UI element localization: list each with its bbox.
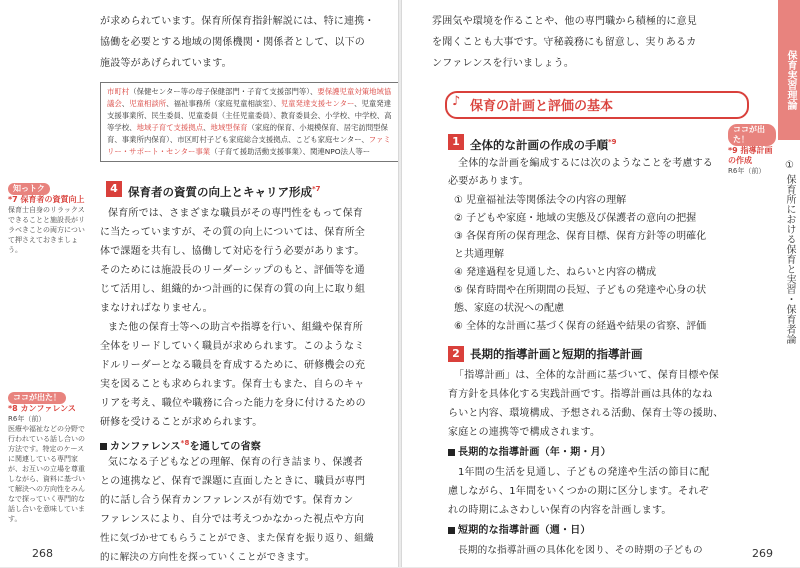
sub1-heading [448,443,611,463]
r-intro-line: を聞くことも大事です。守秘義務にも留意し、実りあるカ [432,37,697,48]
exam-title-right: *9 指導計画の作成 [728,146,773,165]
sub-heading-tail: を通しての省察 [189,441,261,453]
heading-number: 4 [106,181,122,197]
page-number-right: 269 [752,547,773,560]
plan-item: と共通理解 [454,249,504,260]
conf-line: 的に解決の方向性を探っていくことができます。 [100,552,315,563]
sub1-text: 長期的な指導計画（年・期・月） [458,447,611,458]
box-item: 地域子育て支援拠点 [136,123,204,132]
box-item: 市町村 [107,87,130,96]
heading-text: 保育者の資質の向上とキャリア形成 [128,184,312,199]
sub2-heading [448,521,591,541]
sub1-line: 1年間の生活を見通し、子どもの発達や生活の節目に配 [458,467,710,478]
chapter-tab-label: 保育実習理論 [785,50,796,110]
tip-text: 保育士自身のリラックスできることと施設長がリラベきことの両方について押さえておきましょう。 [8,206,85,254]
h1-sup: *9 [608,138,617,146]
margin-note-tip [8,183,86,255]
body-line: 体で課題を共有し、協働して対応を行う必要があります。 [100,246,365,257]
body-line: 全体をリードしていく職員が求められます。このようなミ [100,341,365,352]
box-item: （家庭的保育、小規模保育、居宅訪問型保育、事業所内保育）、市区町村子ども家庭総合支援拠点、こども家庭センター、 [107,123,388,144]
intro-line-2: 協働を必要とする地域の関係機関・関係者として、以下の [100,37,365,48]
exam-text: 医療や福祉などの分野で行われている話し合いの方法です。特定のケースに関連している専門家が、お互いの立場を尊重しながら、資料に基づいて解決への方向性をみんなで探っていく専門的な話し合いを意味しています。 [8,425,85,523]
h1-line: 全体的な計画を編成するには次のようなことを考慮する [458,158,713,169]
body-line: に当たっていますが、その質の向上については、保育所全 [100,227,365,238]
plan-item: ⑥ 全体的な計画に基づく保育の経過や結果の省察、評価 [454,321,707,332]
h1-line: 必要があります。 [448,176,529,187]
box-item: （子育て援助活動支援事業）、関連NPO法人等ー [210,147,371,156]
tip-title: *7 保育者の資質向上 [8,195,85,204]
h2-number: 2 [448,346,464,362]
plan-item: ⑤ 保育時間や在所期間の長短、子どもの発達や心身の状 [454,285,707,296]
music-note-icon: ♪ [452,94,461,109]
sub1-line: れの時期にふさわしい保育の内容を計画します。 [448,505,672,516]
conf-line: 気になる子どもなどの理解、保育の行き詰まり、保護者 [108,457,363,468]
heading-sup: *7 [312,185,321,193]
h2-line: らいと内容、環境構成、予想される活動、保育士等の援助、 [448,408,724,419]
intro-line-1: が求められています。保育所保育指針解説には、特に連携・ [100,16,375,27]
h2-title: 長期的指導計画と短期的指導計画 [470,347,643,361]
sub1-line: 慮しながら、1年間をいくつかの期に区分します。それぞ [448,486,709,497]
conf-line: 性に気づかせてもらうことができ、また保育を振り返り、組織 [100,533,374,544]
exam-year: R6年（前） [8,415,46,423]
plan-item: ② 子どもや家庭・地域の実態及び保護者の意向の把握 [454,213,697,224]
body-line: 研修を受けることが求められます。 [100,417,263,428]
body-line: まなければなりません。 [100,303,213,314]
exam-title: *8 カンファレンス [8,404,76,413]
body-line: そのためには施設長のリーダーシップのもと、評価等を通 [100,265,365,276]
body-line: 保育所では、さまざまな職員がその専門性をもって保育 [108,208,363,219]
body-line: また他の保育士等への助言や指導を行い、組織や保育所 [108,322,363,333]
conf-line: ファレンスにより、自分では考えつかなかった視点や方向 [100,514,365,525]
body-line: じて活用し、組織的かつ計画的に保育の質の向上に取り組 [100,284,366,295]
box-item: 要保護児童対策地域協議会 [107,87,392,108]
body-line: リアを考え、職位や職務に合った能力を身に付けるための [100,398,366,409]
page-number-left: 268 [32,547,53,560]
plan-item: ④ 発達過程を見通した、ねらいと内容の構成 [454,267,657,278]
h2-line: 「指導計画」は、全体的な計画に基づいて、保育目標や保 [454,370,719,381]
r-intro-line: 雰囲気や環境を作ることや、他の専門職から積極的に意見 [432,16,697,27]
institutions-box [100,82,399,162]
right-page [402,0,800,567]
margin-note-exam-right [728,124,776,176]
conf-line: 的に話し合う保育カンファレンスが有効です。保育カン [100,495,354,506]
box-item: 、 [121,99,130,108]
box-item: 、福祉事務所（家庭児童相談室）、 [166,99,281,108]
intro-line-3: 施設等があげられています。 [100,58,232,69]
exam-year-right: R6年（前） [728,167,766,175]
box-item: 、 [203,123,211,132]
exam-badge-right: ココが出た！ [728,124,776,146]
tip-badge: 知っトク [8,183,50,195]
exam-badge: ココが出た！ [8,392,66,404]
box-item: 地域型保育 [210,123,248,132]
body-line: 実を図ることも求められます。保育士もまた、自らのキャ [100,379,365,390]
body-line: ドルリーダーとなる職員を育成するために、研修機会の充 [100,360,366,371]
chapter-subtitle: ① 保育所における保育と実習・保育者論 [784,160,795,345]
section-title: 保育の計画と評価の基本 [470,99,614,114]
box-item: 児童発達支援センター [280,99,355,108]
box-item: 、児童発達支援事業所、民生委員、児童委員（主任児童委員）、教育委員会、小学校、中学校、高等学校、 [107,99,392,132]
h1-number: 1 [448,134,464,150]
box-item: （保健センター等の母子保健部門・子育て支援部門等）、 [129,87,318,96]
plan-item: 態、家庭の状況への配慮 [454,303,564,314]
heading-title [128,180,321,201]
h1-title [470,133,617,154]
left-page [0,0,398,567]
box-item: 児童相談所 [129,99,167,108]
h2-line: 家庭との連携等で構成されます。 [448,427,601,438]
box-item: ファミリー・サポート・センター事業 [107,135,391,156]
r-intro-line: ンファレンスを行いましょう。 [432,58,575,69]
h1-text: 全体的な計画の作成の手順 [470,137,608,152]
sub-heading-text: カンファレンス [110,441,181,453]
margin-note-exam [8,392,86,524]
sub-heading-sup: *8 [180,439,190,447]
conf-line: との連携など、保育で課題に直面したときに、職員が専門 [100,476,366,487]
plan-item: ① 児童福祉法等関係法令の内容の理解 [454,195,627,206]
plan-item: ③ 各保育所の保育理念、保育目標、保育方針等の明確化 [454,231,707,242]
sub2-text: 短期的な指導計画（週・日） [458,525,591,536]
h2-line: 育方針を具体化する実践計画です。指導計画は具体的なね [448,389,713,400]
sub2-line: 長期的な指導計画の具体化を図り、その時期の子どもの [458,545,703,556]
